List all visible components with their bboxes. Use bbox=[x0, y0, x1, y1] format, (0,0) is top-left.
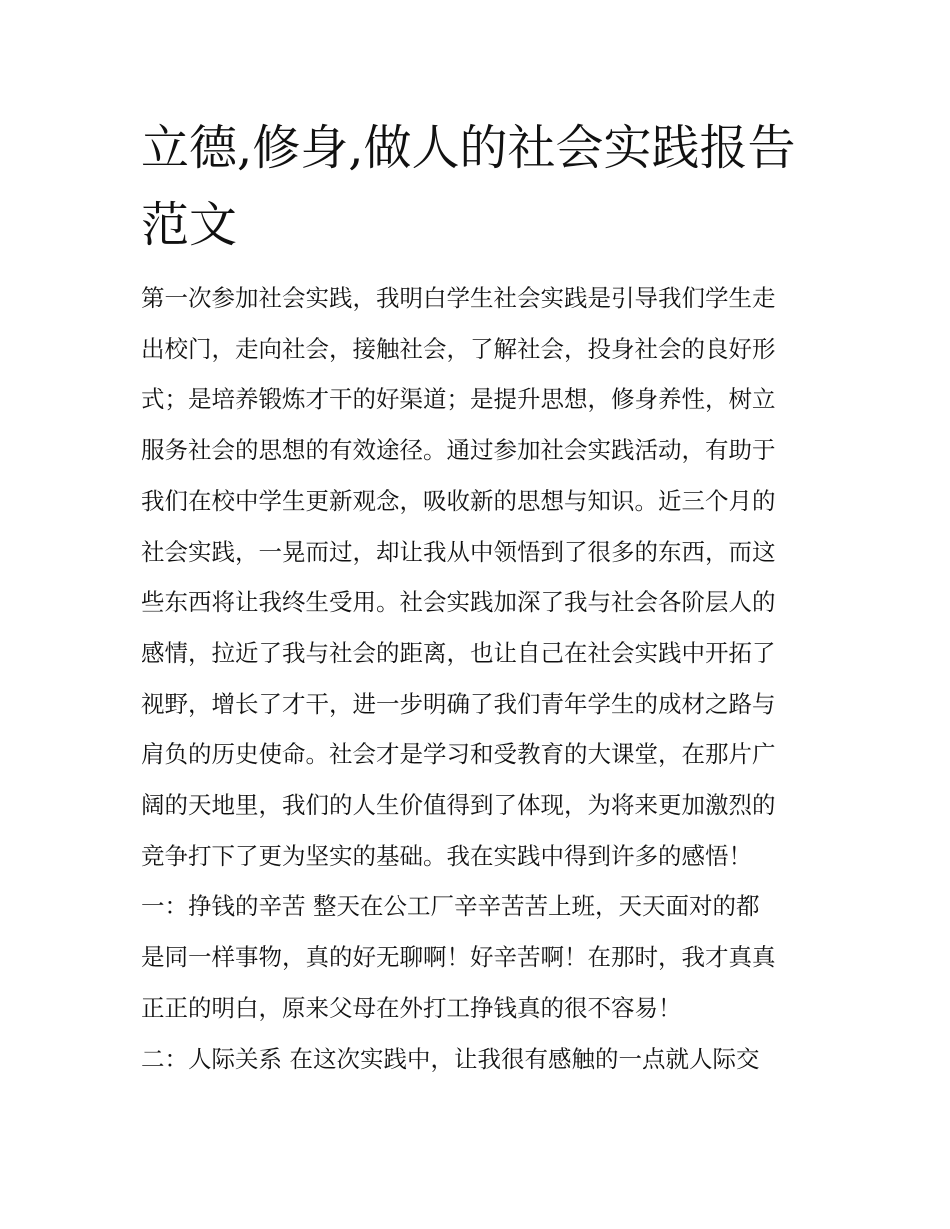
body-line: 阔的天地里，我们的人生价值得到了体现，为将来更加激烈的 bbox=[141, 791, 776, 820]
document-title bbox=[141, 110, 841, 264]
body-line: 一：挣钱的辛苦 整天在公工厂辛辛苦苦上班，天天面对的都 bbox=[141, 892, 760, 921]
title-line: 范文 bbox=[141, 197, 238, 253]
body-line: 我们在校中学生更新观念，吸收新的思想与知识。近三个月的 bbox=[141, 486, 776, 515]
document-body bbox=[141, 273, 841, 1084]
body-line: 感情，拉近了我与社会的距离，也让自己在社会实践中开拓了 bbox=[141, 638, 776, 667]
body-line: 第一次参加社会实践，我明白学生社会实践是引导我们学生走 bbox=[141, 284, 776, 312]
body-line: 社会实践，一晃而过，却让我从中领悟到了很多的东西，而这 bbox=[141, 537, 776, 566]
body-line: 是同一样事物，真的好无聊啊！好辛苦啊！在那时，我才真真 bbox=[141, 943, 776, 972]
body-line: 视野，增长了才干，进一步明确了我们青年学生的成材之路与 bbox=[141, 689, 776, 718]
body-line: 竞争打下了更为坚实的基础。我在实践中得到许多的感悟！ bbox=[141, 841, 752, 870]
body-line: 二：人际关系 在这次实践中，让我很有感触的一点就人际交 bbox=[141, 1044, 760, 1073]
body-line: 服务社会的思想的有效途径。通过参加社会实践活动，有助于 bbox=[141, 436, 776, 465]
body-line: 式；是培养锻炼才干的好渠道；是提升思想，修身养性，树立 bbox=[141, 385, 776, 414]
body-line: 些东西将让我终生受用。社会实践加深了我与社会各阶层人的 bbox=[141, 588, 776, 617]
body-line: 出校门，走向社会，接触社会，了解社会，投身社会的良好形 bbox=[141, 334, 776, 363]
title-line: 立德,修身,做人的社会实践报告 bbox=[141, 120, 796, 176]
body-line: 肩负的历史使命。社会才是学习和受教育的大课堂，在那片广 bbox=[141, 740, 776, 769]
body-line: 正正的明白，原来父母在外打工挣钱真的很不容易！ bbox=[141, 993, 682, 1022]
